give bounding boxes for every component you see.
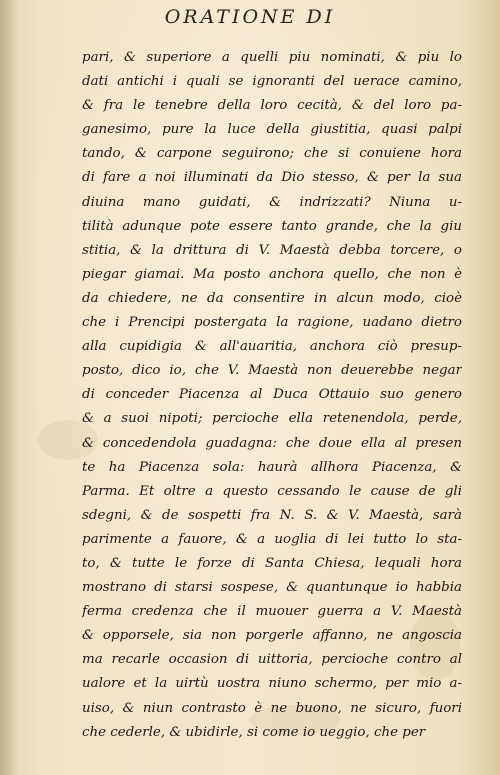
text-line: ganesimo, pure la luce della giustitia, quasi palpi	[82, 122, 462, 138]
text-line: tilità adunque pote essere tanto grande, che la giu	[82, 218, 462, 234]
text-line: sdegni, & de sospetti fra N. S. & V. Maestà, sarà	[82, 507, 462, 523]
text-line: parimente a fauore, & a uoglia di lei tutto lo sta-	[82, 531, 462, 547]
running-head: ORATIONE DI	[164, 6, 336, 28]
text-line: ferma credenza che il muouer guerra a V. Maestà	[82, 604, 462, 620]
text-line: di conceder Piacenza al Duca Ottauio suo genero	[82, 387, 462, 403]
text-line: to, & tutte le forze di Santa Chiesa, lequali hora	[82, 555, 462, 571]
text-block	[82, 46, 462, 745]
text-line: piegar giamai. Ma posto anchora quello, che non è	[82, 266, 462, 282]
text-line: & fra le tenebre della loro cecità, & del loro pa-	[82, 98, 462, 114]
text-line: ma recarle occasion di uittoria, percioche contro al	[82, 652, 462, 668]
text-line: diuina mano guidati, & indrizzati? Niuna u-	[82, 194, 462, 210]
gutter-shadow	[0, 0, 18, 775]
text-line: da chiedere, ne da consentire in alcun modo, cioè	[82, 290, 462, 306]
text-line: di fare a noi illuminati da Dio stesso, & per la sua	[82, 170, 462, 186]
text-line: uiso, & niun contrasto è ne buono, ne sicuro, fuori	[82, 700, 462, 716]
text-line: Parma. Et oltre a questo cessando le cause de gli	[82, 483, 462, 499]
text-line: posto, dico io, che V. Maestà non deuerebbe negar	[82, 363, 462, 379]
text-line: alla cupidigia & all'auaritia, anchora ciò presup-	[82, 339, 462, 355]
text-line: pari, & superiore a quelli piu nominati, & piu lo	[82, 50, 462, 65]
text-line: & a suoi nipoti; percioche ella retenendola, perde,	[82, 411, 462, 427]
text-line: & opporsele, sia non porgerle affanno, ne angoscia	[82, 628, 462, 644]
text-line: stitia, & la drittura di V. Maestà debba torcere, o	[82, 242, 462, 258]
text-line: mostrano di starsi sospese, & quantunque io habbia	[82, 580, 462, 596]
text-line: tando, & carpone seguirono; che si conuiene hora	[82, 146, 462, 162]
text-line: dati antichi i quali se ignoranti del uerace camino,	[82, 74, 462, 90]
text-line: & concedendola guadagna: che doue ella al presen	[82, 435, 462, 451]
text-line: che cederle, & ubidirle, si come io ueggio, che per	[82, 724, 426, 740]
text-line: te ha Piacenza sola: haurà allhora Piacenza, &	[82, 459, 462, 475]
text-line: ualore et la uirtù uostra niuno schermo, per mio a-	[82, 676, 462, 692]
text-line: che i Prencipi postergata la ragione, uadano dietro	[82, 315, 462, 331]
